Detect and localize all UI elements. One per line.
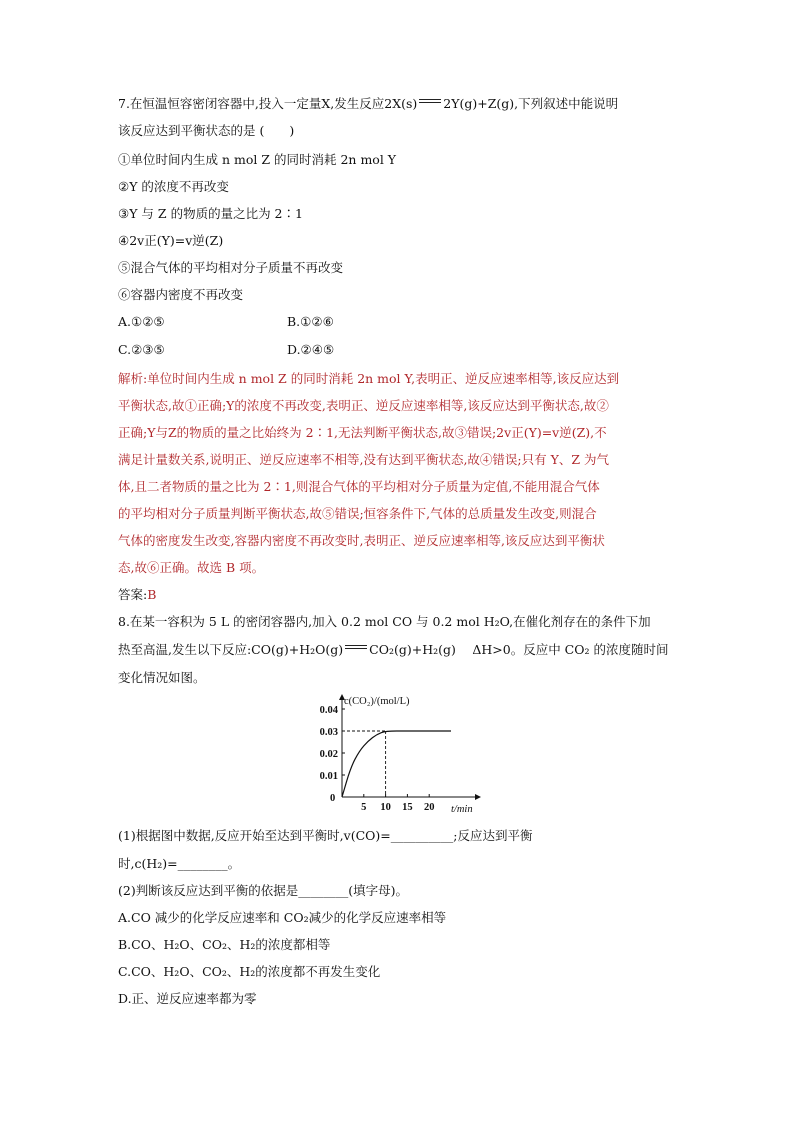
q7-analysis-line-5: 体,且二者物质的量之比为 2∶1,则混合气体的平均相对分子质量为定值,不能用混合气体 [118,479,600,494]
answer-label: 答案: [118,587,148,602]
q8-stem-line-3: 变化情况如图。 [118,670,206,685]
x-tick-label: 20 [423,802,435,813]
q8-stem-line-2 [118,640,668,660]
q8-sub1-line-1: (1)根据图中数据,反应开始至达到平衡时,v(CO)=__________;反应达到平衡 [118,828,533,843]
equilibrium-arrow-icon [345,645,367,651]
q8-choice-b: B.CO、H₂O、CO₂、H₂的浓度都相等 [118,937,331,952]
q8-choice-d: D.正、逆反应速率都为零 [118,991,257,1006]
q8-stem-line-1: 8.在某一容积为 5 L 的密闭容器内,加入 0.2 mol CO 与 0.2 mol H₂O,在催化剂存在的条件下加 [118,614,651,629]
q7-analysis-line-8: 态,故⑥正确。故选 B 项。 [118,560,265,575]
q7-analysis-line-7: 气体的密度发生改变,容器内密度不再改变时,表明正、逆反应速率相等,该反应达到平衡状 [118,533,605,548]
y-tick-label: 0.01 [319,771,338,782]
q7-analysis-line-4: 满足计量数关系,说明正、逆反应速率不相等,没有达到平衡状态,故④错误;只有 Y、Z 为气 [118,452,610,467]
co2-concentration-chart [300,690,500,820]
q7-item-6: ⑥容器内密度不再改变 [118,287,244,302]
x-tick-label: 15 [402,802,413,813]
q7-item-3: ③Y 与 Z 的物质的量之比为 2∶1 [118,206,303,221]
q7-item-2: ②Y 的浓度不再改变 [118,179,229,194]
q7-analysis-line-6: 的平均相对分子质量判断平衡状态,故⑤错误;恒容条件下,气体的总质量发生改变,则混合 [118,506,597,521]
q8-sub1-line-2: 时,c(H₂)=________。 [118,856,241,871]
q7-option-d: D.②④⑤ [287,342,335,357]
y-tick-label: 0.04 [319,705,338,716]
equilibrium-arrow-icon [419,99,441,105]
q7-stem-part-2: 2Y(g)+Z(g),下列叙述中能说明 [443,96,619,111]
q8-stem-part-1: 热至高温,发生以下反应:CO(g)+H₂O(g) [118,642,344,657]
q7-option-a: A.①②⑤ [118,314,165,329]
q7-stem-part-1: 7.在恒温恒容密闭容器中,投入一定量X,发生反应2X(s) [118,96,418,111]
x-tick-label: 10 [380,802,391,813]
q7-analysis-line-2: 平衡状态,故①正确;Y的浓度不再改变,表明正、逆反应速率相等,该反应达到平衡状态,故② [118,398,609,413]
q7-analysis-line-1: 解析:单位时间内生成 n mol Z 的同时消耗 2n mol Y,表明正、逆反应速率相等,该反应达到 [118,371,620,386]
origin-label: 0 [330,793,336,804]
y-tick-label: 0.02 [319,749,338,760]
q8-choice-a: A.CO 减少的化学反应速率和 CO₂减少的化学反应速率相等 [118,910,447,925]
x-tick-label: 5 [361,802,367,813]
q7-item-5: ⑤混合气体的平均相对分子质量不再改变 [118,260,344,275]
co2-concentration-series-line [342,731,451,797]
x-axis-label: t/min [451,804,473,815]
y-axis-label: c(CO₂)/(mol/L) [344,696,410,707]
y-tick-label: 0.03 [319,727,338,738]
q8-stem-part-2: CO₂(g)+H₂(g) ΔH>0。反应中 CO₂ 的浓度随时间 [369,642,669,657]
q7-item-4: ④2v正(Y)=v逆(Z) [118,233,224,248]
q7-analysis-line-3: 正确;Y与Z的物质的量之比始终为 2∶1,无法判断平衡状态,故③错误;2v正(Y)=v逆(Z),不 [118,425,607,440]
q8-sub2: (2)判断该反应达到平衡的依据是________(填字母)。 [118,883,408,898]
q7-stem-line-2: 该反应达到平衡状态的是 ( ) [118,123,295,138]
answer-value: B [147,587,157,602]
q8-choice-c: C.CO、H₂O、CO₂、H₂的浓度都不再发生变化 [118,964,381,979]
q7-option-c: C.②③⑤ [118,342,165,357]
q7-item-1: ①单位时间内生成 n mol Z 的同时消耗 2n mol Y [118,152,397,167]
q7-answer [118,585,156,605]
q7-option-b: B.①②⑥ [287,314,334,329]
q7-stem-line-1 [118,94,618,114]
